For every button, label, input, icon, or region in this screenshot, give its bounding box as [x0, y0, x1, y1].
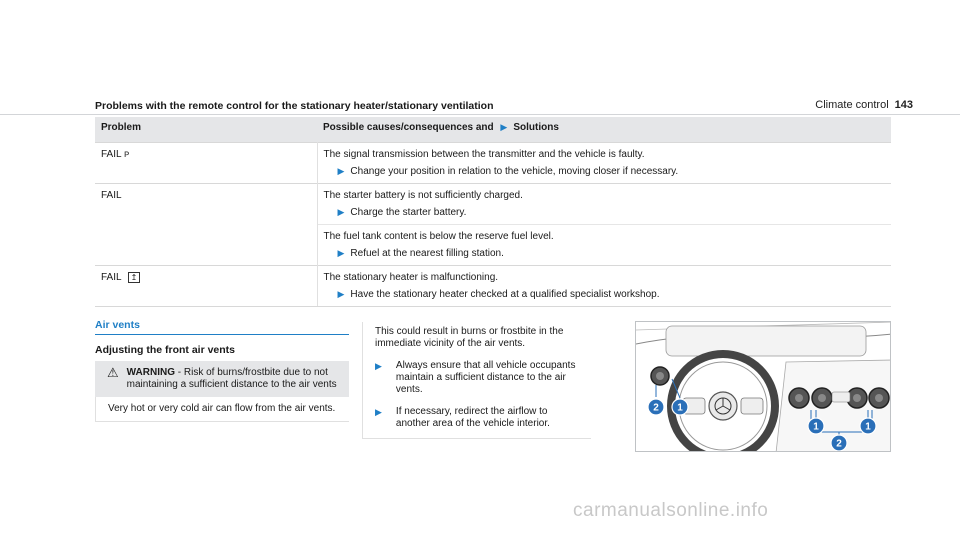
col-problem-header: Problem [95, 117, 317, 142]
solution-item [324, 207, 886, 218]
cause-text: The stationary heater is malfunctioning. [323, 271, 499, 283]
callout-badge [808, 418, 824, 434]
svg-text:2: 2 [836, 438, 842, 450]
callout-badge [831, 435, 847, 451]
solution-item [324, 248, 886, 259]
problems-table [95, 117, 891, 307]
solution-text: Change your position in relation to the vehicle, moving closer if necessary. [350, 165, 679, 177]
antenna-icon: ᴘ [123, 148, 130, 160]
table-title: Problems with the remote control for the stationary heater/stationary ventilation [95, 100, 494, 112]
header-divider [0, 114, 960, 115]
running-header [815, 99, 913, 111]
table-header-row [95, 117, 891, 142]
cause-text: The starter battery is not sufficiently charged. [323, 189, 523, 201]
page-number: 143 [894, 99, 913, 111]
table-row [95, 183, 891, 224]
svg-text:1: 1 [865, 421, 871, 433]
section-name: Climate control [815, 99, 889, 111]
warning-heading [127, 367, 341, 391]
warning-header [95, 361, 349, 397]
solution-text: Have the stationary heater checked at a qualified specialist workshop. [350, 288, 660, 300]
watermark: carmanualsonline.info [573, 500, 769, 521]
warning-continuation [362, 322, 591, 439]
solution-arrow-icon: ▶ [375, 407, 382, 417]
col-causes-header [317, 117, 891, 142]
svg-text:2: 2 [653, 402, 659, 414]
solution-arrow-icon: ▶ [337, 247, 345, 258]
svg-text:1: 1 [813, 421, 819, 433]
warning-box [95, 361, 349, 422]
solution-arrow-icon: ▶ [375, 361, 382, 371]
fan-icon: ↥ [128, 272, 140, 283]
bullet-text: Always ensure that all vehicle occupants maintain a sufficient distance to the air vents. [395, 360, 576, 395]
cause-cell [317, 142, 891, 183]
col-solutions-label: Solutions [513, 122, 559, 133]
cause-cell [317, 265, 891, 306]
problem-text: FAIL [101, 271, 122, 283]
table-row [95, 142, 891, 183]
list-item [375, 360, 583, 396]
problem-cell [95, 142, 317, 183]
section-title: Air vents [95, 319, 140, 331]
subsection-title: Adjusting the front air vents [95, 344, 236, 356]
solution-arrow-icon: ▶ [337, 165, 345, 176]
list-item [375, 406, 583, 430]
solution-item [324, 166, 886, 177]
solution-text: Charge the starter battery. [350, 206, 467, 218]
section-divider [95, 334, 349, 335]
col-causes-label: Possible causes/consequences and [323, 122, 494, 133]
callout-badge [860, 418, 876, 434]
solution-arrow-icon: ▶ [500, 122, 508, 132]
problem-text: FAIL [101, 148, 122, 160]
solution-item [324, 289, 886, 300]
warning-label: WARNING [126, 367, 175, 378]
cause-cell [317, 224, 891, 265]
dashboard-drawing [636, 322, 891, 452]
warning-text: - Risk of burns/frostbite due to not maintaining a sufficient distance to the air vents [126, 367, 337, 390]
cause-text: The fuel tank content is below the reserve fuel level. [323, 230, 554, 242]
callout-badge [648, 399, 664, 415]
table-row [95, 265, 891, 306]
cause-text: The signal transmission between the transmitter and the vehicle is faulty. [323, 148, 645, 160]
dashboard-illustration [635, 321, 891, 452]
problem-cell [95, 183, 317, 265]
bullet-text: If necessary, redirect the airflow to another area of the vehicle interior. [395, 406, 550, 429]
solution-arrow-icon: ▶ [337, 288, 345, 299]
solution-text: Refuel at the nearest filling station. [350, 247, 504, 259]
warning-triangle-icon: ⚠ [107, 365, 119, 380]
solution-arrow-icon: ▶ [337, 206, 345, 217]
warning-body: Very hot or very cold air can flow from the air vents. [95, 397, 349, 422]
callout-badge [672, 399, 688, 415]
cause-cell [317, 183, 891, 224]
problem-cell [95, 265, 317, 306]
svg-text:1: 1 [677, 402, 683, 414]
continuation-text: This could result in burns or frostbite in the immediate vicinity of the air vents. [375, 326, 564, 349]
problem-text: FAIL [101, 189, 122, 201]
